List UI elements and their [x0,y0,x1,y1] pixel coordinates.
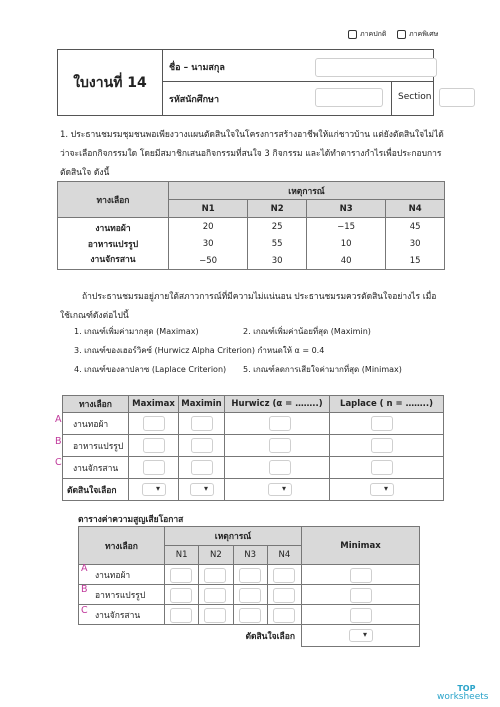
answer-cell [179,457,225,479]
minimax-dropdown[interactable] [349,629,373,642]
answer-table [62,395,444,501]
payoff-cell: 25 [248,218,307,236]
answer-cell [225,457,330,479]
answer-cell [179,413,225,435]
payoff-cell: −50 [169,252,248,270]
table-row [63,457,444,479]
type-normal-label: ภาคปกติ [360,30,387,38]
answer-row-label: งานจักรสาน [63,457,129,479]
criterion-1: 1. เกณฑ์เพิ่มค่ามากสุด (Maximax) [74,327,199,336]
regret-table-title: ตารางค่าความสูญเสียโอกาส [78,515,184,525]
table-row [79,565,420,585]
regret-input[interactable] [204,608,226,623]
student-id-label: รหัสนักศึกษา [169,95,220,105]
payoff-cell: 40 [306,252,385,270]
answer-hurwicz-header: Hurwicz (α = ……..) [225,396,330,413]
laplace-input[interactable] [371,416,393,431]
table-row [58,218,445,236]
payoff-cell: 45 [386,218,445,236]
payoff-cell: 15 [386,252,445,270]
payoff-alt-header: ทางเลือก [58,182,169,218]
table-row [58,252,445,270]
section-label: Section [398,92,432,102]
criterion-4: 4. เกณฑ์ของลาปลาซ (Laplace Criterion) [74,365,227,374]
minimax-input[interactable] [350,588,372,603]
regret-event-header: เหตุการณ์ [165,527,302,546]
regret-minimax-header: Minimax [302,527,420,565]
payoff-cell: 20 [169,218,248,236]
payoff-event-n3: N3 [306,200,385,218]
laplace-input[interactable] [371,460,393,475]
answer-cell [330,479,444,501]
table-row [79,585,420,605]
type-special-checkbox[interactable] [397,30,406,39]
regret-row-label: งานทอผ้า [79,565,165,585]
answer-decision-label: ตัดสินใจเลือก [63,479,129,501]
table-row [58,235,445,252]
payoff-cell: 30 [169,235,248,252]
payoff-event-n4: N4 [386,200,445,218]
payoff-cell: 10 [306,235,385,252]
payoff-cell: 55 [248,235,307,252]
answer-row-label: งานทอผ้า [63,413,129,435]
laplace-input[interactable] [371,438,393,453]
table-row [63,435,444,457]
minimax-input[interactable] [350,608,372,623]
hurwicz-input[interactable] [269,460,291,475]
brand-top: TOP [457,684,476,693]
regret-row-label: งานจักรสาน [79,605,165,625]
answer-maximax-header: Maximax [129,396,179,413]
table-row [63,413,444,435]
hurwicz-dropdown[interactable] [268,483,292,496]
hurwicz-input[interactable] [269,416,291,431]
regret-event-n3: N3 [233,546,267,565]
regret-event-n4: N4 [267,546,301,565]
payoff-cell: 30 [386,235,445,252]
answer-cell [129,435,179,457]
answer-cell [179,479,225,501]
table-row [63,479,444,501]
maximax-input[interactable] [143,416,165,431]
regret-input[interactable] [273,608,295,623]
regret-decision-label: ตัดสินใจเลือก [79,625,302,647]
answer-cell [330,435,444,457]
maximin-input[interactable] [191,460,213,475]
table-row [79,605,420,625]
maximax-input[interactable] [143,438,165,453]
regret-input[interactable] [170,568,192,583]
regret-input[interactable] [239,588,261,603]
answer-cell [225,435,330,457]
answer-cell [129,413,179,435]
regret-input[interactable] [273,588,295,603]
regret-alt-header: ทางเลือก [79,527,165,565]
letter-a: A [81,563,88,574]
question-paragraph: 1. ประธานชมรมชุมชนพอเพียงวางแผนตัดสินใจในโครงการสร้างอาชีพให้แก่ชาวบ้าน แต่ยังตัดสินใจไม่ได้ว่าจะเลือกกิจกรรมใด โดยมีสมาชิกเสนอกิจกรรมที่สนใจ 3 กิจกรรม และได้ทำตารางกำไรเพื่อประกอบการตัดสินใจ ดังนี้ [60,130,444,178]
answer-cell [179,435,225,457]
payoff-row-label: อาหารแปรรูป [58,235,169,252]
maximin-input[interactable] [191,416,213,431]
maximin-dropdown[interactable] [190,483,214,496]
answer-cell [225,413,330,435]
answer-row-label: อาหารแปรรูป [63,435,129,457]
payoff-cell: 30 [248,252,307,270]
regret-row-label: อาหารแปรรูป [79,585,165,605]
regret-event-n1: N1 [165,546,199,565]
payoff-table [57,181,445,270]
hurwicz-input[interactable] [269,438,291,453]
answer-maximin-header: Maximin [179,396,225,413]
criterion-2: 2. เกณฑ์เพิ่มค่าน้อยที่สุด (Maximin) [243,327,371,336]
letter-b: B [81,584,88,595]
type-normal-checkbox[interactable] [348,30,357,39]
maximax-input[interactable] [143,460,165,475]
payoff-row-label: งานทอผ้า [58,218,169,236]
answer-laplace-header: Laplace ( n = ……..) [330,396,444,413]
regret-input[interactable] [239,568,261,583]
letter-c: C [81,605,88,616]
criterion-5: 5. เกณฑ์ลดการเสียใจค่ามากที่สุด (Minimax) [243,365,402,374]
criterion-3: 3. เกณฑ์ของเฮอร์วิคซ์ (Hurwicz Alpha Criterion) กำหนดให้ α = 0.4 [74,346,325,355]
answer-cell [129,479,179,501]
topworksheets-logo [437,684,488,702]
payoff-event-n1: N1 [169,200,248,218]
maximin-input[interactable] [191,438,213,453]
name-input[interactable] [315,58,437,77]
section-input[interactable] [439,88,475,107]
letter-a: A [55,414,62,425]
laplace-dropdown[interactable] [370,483,394,496]
regret-input[interactable] [204,568,226,583]
answer-cell [129,457,179,479]
instruction-text: ถ้าประธานชมรมอยู่ภายใต้สภาวการณ์ที่มีความไม่แน่นอน ประธานชมรมควรตัดสินใจอย่างไร เมื่อใช้เกณฑ์ดังต่อไปนี้ [60,292,437,321]
letter-b: B [55,436,62,447]
regret-input[interactable] [273,568,295,583]
answer-alt-header: ทางเลือก [63,396,129,413]
payoff-row-label: งานจักรสาน [58,252,169,270]
regret-input[interactable] [204,588,226,603]
answer-cell [330,457,444,479]
payoff-cell: −15 [306,218,385,236]
payoff-event-n2: N2 [248,200,307,218]
answer-cell [330,413,444,435]
regret-input[interactable] [170,588,192,603]
maximax-dropdown[interactable] [142,483,166,496]
brand-bottom: worksheets [437,692,489,702]
type-special-label: ภาคพิเศษ [409,30,439,38]
minimax-input[interactable] [350,568,372,583]
answer-cell [225,479,330,501]
student-id-input[interactable] [315,88,383,107]
worksheet-title: ใบงานที่ 14 [58,50,163,115]
regret-input[interactable] [239,608,261,623]
regret-input[interactable] [170,608,192,623]
letter-c: C [55,457,62,468]
regret-table [78,526,420,647]
payoff-event-header: เหตุการณ์ [169,182,445,200]
worksheet-header [57,49,434,116]
regret-event-n2: N2 [199,546,233,565]
name-label: ชื่อ – นามสกุล [169,63,225,73]
